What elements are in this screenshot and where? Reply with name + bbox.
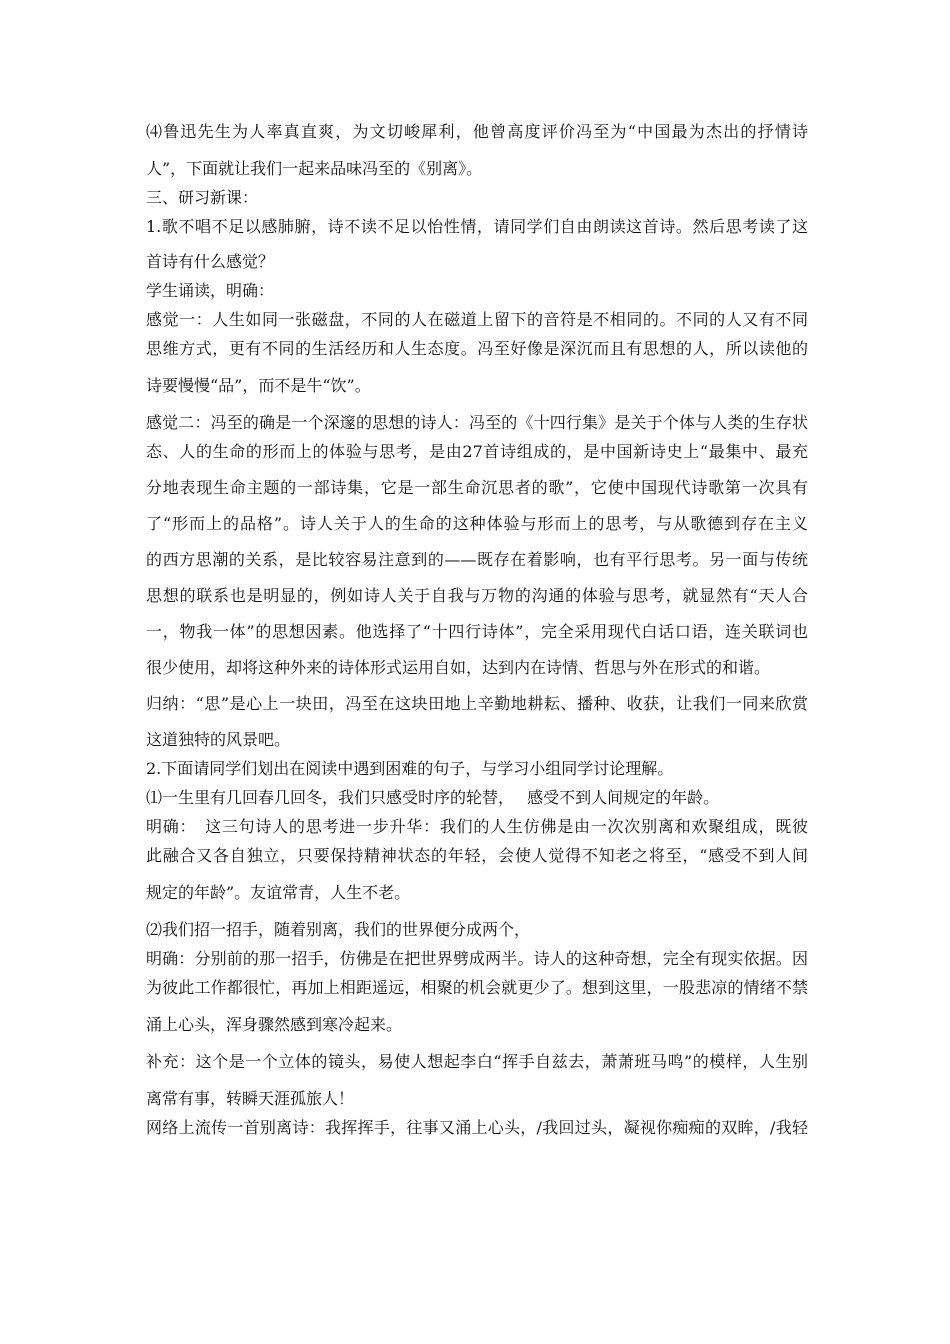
- document-body: [146, 118, 808, 1141]
- paragraph-line: 很少使用，却将这种外来的诗体形式运用自如，达到内在诗情、哲思与外在形式的和谐。: [146, 658, 771, 677]
- paragraph-line: 这道独特的风景吧。: [146, 730, 291, 749]
- paragraph-line: 思维方式，更有不同的生活经历和人生态度。冯至好像是深沉而且有思想的人，所以读他的: [146, 339, 808, 358]
- paragraph-line: 诗要慢慢“品”，而不是牛“饮”。: [146, 376, 371, 395]
- paragraph-line: 归纳：“思”是心上一块田，冯至在这块田地上辛勤地耕耘、播种、收获，让我们一同来欣赏: [146, 694, 808, 713]
- paragraph-line: 了“形而上的品格”。诗人关于人的生命的这种体验与形而上的思考，与从歌德到存在主义: [146, 514, 808, 533]
- paragraph-line: 思想的联系也是明显的，例如诗人关于自我与万物的沟通的体验与思考，就显然有“天人合: [146, 586, 808, 605]
- paragraph-line: 为彼此工作都很忙，再加上相距遥远，相聚的机会就更少了。想到这里，一股悲凉的情绪不禁: [146, 978, 808, 997]
- paragraph-line: 规定的年龄”。友谊常青，人生不老。: [146, 883, 411, 902]
- paragraph-line: 的西方思潮的关系，是比较容易注意到的——既存在着影响，也有平行思考。另一面与传统: [146, 550, 808, 569]
- paragraph-line: 1.歌不唱不足以感肺腑，诗不读不足以怡性情，请同学们自由朗读这首诗。然后思考读了这: [146, 217, 808, 236]
- paragraph-line: 分地表现生命主题的一部诗集，它是一部生命沉思者的歌”，它使中国现代诗歌第一次具有: [146, 478, 808, 497]
- paragraph-line: ⑵我们招一招手，随着别离，我们的世界便分成两个，: [146, 920, 531, 939]
- paragraph-line: 态、人的生命的形而上的体验与思考，是由27首诗组成的，是中国新诗史上“最集中、最充: [146, 442, 808, 461]
- paragraph-line: 此融合又各自独立，只要保持精神状态的年轻，会使人觉得不知老之将至，“感受不到人间: [146, 846, 808, 865]
- paragraph-line: ⑷鲁迅先生为人率真直爽，为文切峻犀利，他曾高度评价冯至为“中国最为杰出的抒情诗: [146, 122, 808, 141]
- paragraph-line: 感觉一：人生如同一张磁盘，不同的人在磁道上留下的音符是不相同的。不同的人又有不同: [146, 310, 808, 329]
- paragraph-line: 明确：分别前的那一招手，仿佛是在把世界劈成两半。诗人的这种奇想，完全有现实依据。因: [146, 949, 808, 968]
- paragraph-line: 离常有事，转瞬天涯孤旅人！: [146, 1089, 355, 1108]
- paragraph-line: 人”，下面就让我们一起来品味冯至的《别离》。: [146, 159, 483, 178]
- paragraph-line: 首诗有什么感觉？: [146, 252, 275, 271]
- section-heading: 三、研习新课：: [146, 188, 259, 207]
- paragraph-line: 学生诵读，明确：: [146, 281, 275, 300]
- paragraph-line: 补充：这个是一个立体的镜头，易使人想起李白“挥手自兹去，萧萧班马鸣”的模样，人生别: [146, 1052, 808, 1071]
- paragraph-line: 网络上流传一首别离诗：我挥挥手，往事又涌上心头，/我回过头，凝视你痴痴的双眸，/我轻: [146, 1118, 808, 1137]
- paragraph-line: 明确： 这三句诗人的思考进一步升华：我们的人生仿佛是由一次次别离和欢聚组成，既彼: [146, 817, 808, 836]
- paragraph-line: 感觉二：冯至的确是一个深邃的思想的诗人：冯至的《十四行集》是关于个体与人类的生存状: [146, 413, 808, 432]
- paragraph-line: 涌上心头，浑身骤然感到寒冷起来。: [146, 1015, 403, 1034]
- paragraph-line: ⑴一生里有几回春几回冬，我们只感受时序的轮替， 感受不到人间规定的年龄。: [146, 788, 720, 807]
- paragraph-line: 一，物我一体”的思想因素。他选择了“十四行诗体”，完全采用现代白话口语，连关联词也: [146, 622, 808, 641]
- paragraph-line: 2.下面请同学们划出在阅读中遇到困难的句子，与学习小组同学讨论理解。: [146, 759, 674, 778]
